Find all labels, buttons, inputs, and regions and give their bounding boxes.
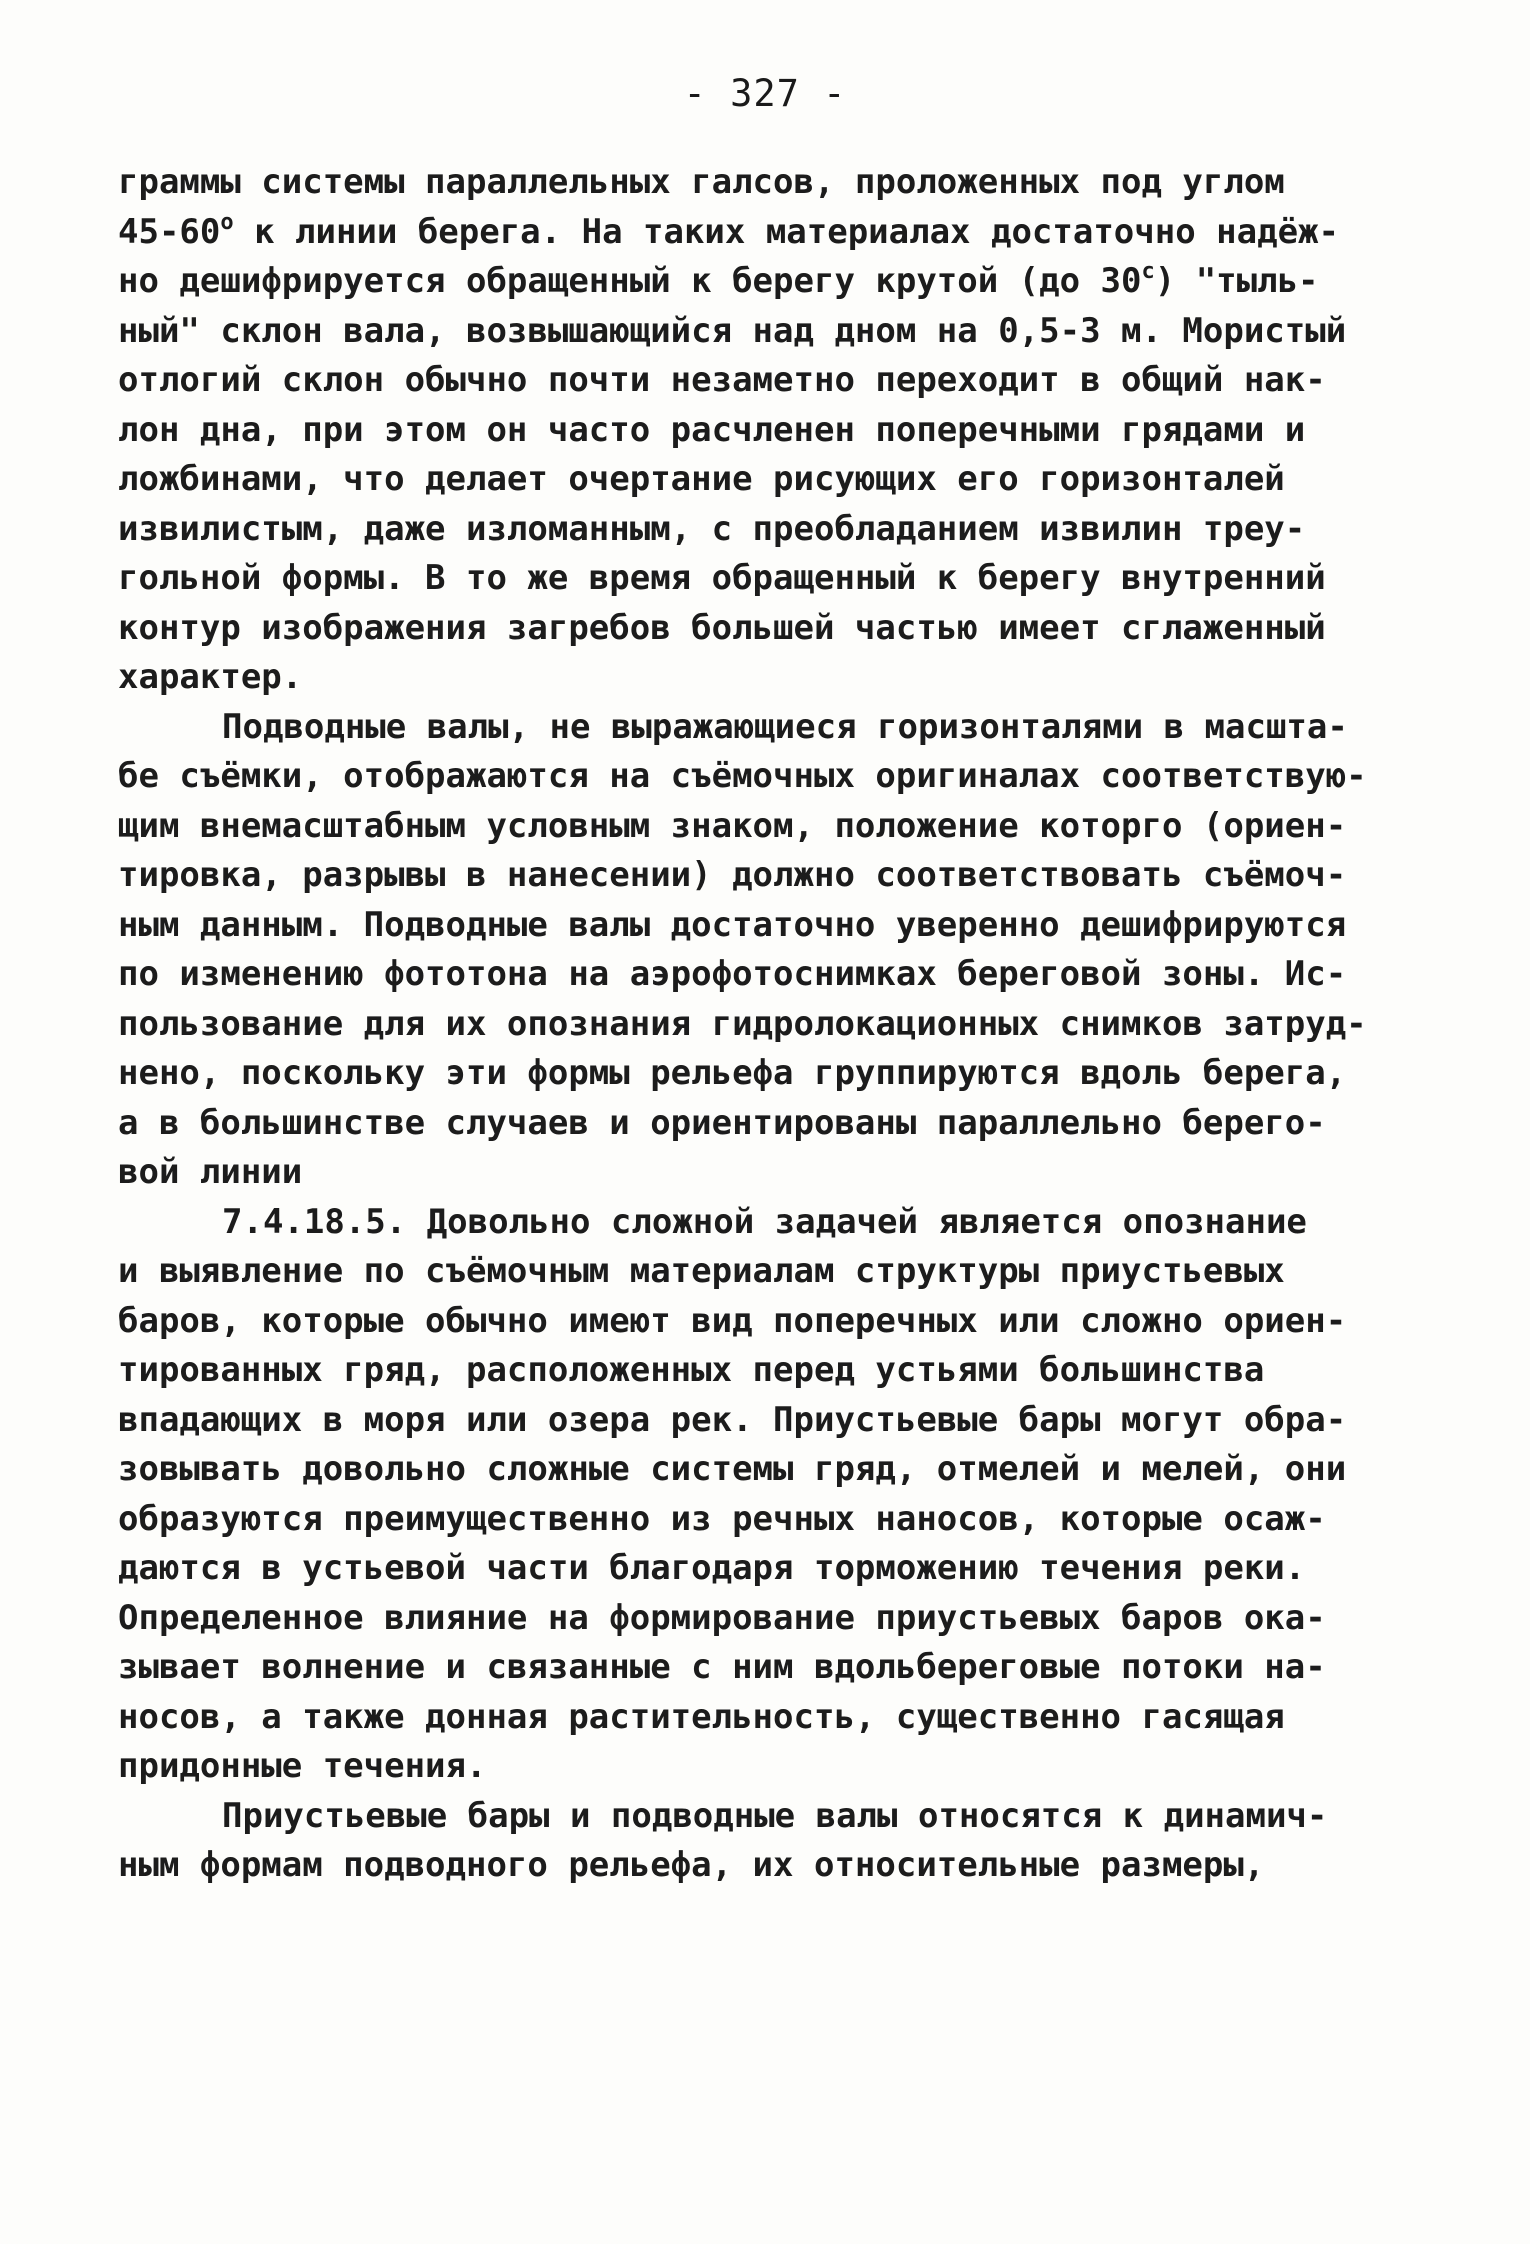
superscript: c xyxy=(1141,259,1155,284)
text-line: придонные течения. xyxy=(118,1746,487,1786)
text-line: Подводные валы, не выражающиеся горизонталями в масшта- xyxy=(222,706,1348,747)
text-line: тированных гряд, расположенных перед устьями большинства xyxy=(118,1350,1265,1390)
text-line: и выявление по съёмочным материалам структуры приустьевых xyxy=(118,1251,1285,1291)
text-line: баров, которые обычно имеют вид поперечных или сложно ориен- xyxy=(118,1300,1347,1341)
text-fragment: к линии берега. На таких материалах достаточно надёж- xyxy=(233,211,1339,252)
text-fragment: но дешифрируется обращенный к берегу крутой (до 30 xyxy=(118,261,1142,301)
text-line: зывает волнение и связанные с ним вдольбереговые потоки на- xyxy=(118,1647,1326,1687)
text-line: впадающих в моря или озера рек. Приустьевые бары могут обра- xyxy=(118,1399,1347,1440)
text-line: щим внемасштабным условным знаком, положение которго (ориен- xyxy=(118,805,1347,846)
text-line: по изменению фототона на аэрофотоснимках береговой зоны. Ис- xyxy=(118,954,1347,994)
text-line: контур изображения загребов большей частью имеет сглаженный xyxy=(118,607,1326,648)
text-line: даются в устьевой части благодаря торможению течения реки. xyxy=(118,1548,1306,1588)
text-line: образуются преимущественно из речных наносов, которые осаж- xyxy=(118,1498,1326,1539)
text-line: ным формам подводного рельефа, их относительные размеры, xyxy=(118,1845,1265,1885)
text-line: тировка, разрывы в нанесении) должно соответствовать съёмоч- xyxy=(118,855,1347,895)
text-line xyxy=(118,257,1418,307)
text-line: извилистым, даже изломанным, с преобладанием извилин треу- xyxy=(118,508,1306,549)
text-line: 7.4.18.5. Довольно сложной задачей является опознание xyxy=(222,1201,1307,1242)
text-line xyxy=(118,208,1418,258)
superscript: o xyxy=(220,209,234,235)
text-fragment: ) "тыль- xyxy=(1154,261,1319,301)
text-line: а в большинстве случаев и ориентированы параллельно берего- xyxy=(118,1102,1326,1143)
text-line: ложбинами, что делает очертание рисующих его горизонталей xyxy=(118,459,1285,499)
body-text xyxy=(118,158,1418,1891)
text-line: ным данным. Подводные валы достаточно уверенно дешифрируются xyxy=(118,904,1347,945)
text-line: лон дна, при этом он часто расчленен поперечными грядами и xyxy=(118,409,1306,450)
text-line: Приустьевые бары и подводные валы относятся к динамич- xyxy=(222,1795,1328,1836)
text-line: Определенное влияние на формирование приустьевых баров ока- xyxy=(118,1597,1326,1638)
text-line: зовывать довольно сложные системы гряд, отмелей и мелей, они xyxy=(118,1449,1347,1489)
text-line: бе съёмки, отображаются на съёмочных оригиналах соответствую- xyxy=(118,756,1367,796)
text-line: вой линии xyxy=(118,1152,303,1192)
text-fragment: 45-60 xyxy=(118,211,221,252)
page-number: - 327 - xyxy=(683,72,847,115)
text-line: ный" склон вала, возвышающийся над дном на 0,5-3 м. Мористый xyxy=(118,310,1347,351)
text-line: пользование для их опознания гидролокационных снимков затруд- xyxy=(118,1003,1367,1044)
text-line: нено, поскольку эти формы рельефа группируются вдоль берега, xyxy=(118,1053,1347,1093)
text-line: отлогий склон обычно почти незаметно переходит в общий нак- xyxy=(118,360,1326,400)
text-line: характер. xyxy=(118,657,303,697)
text-line: носов, а также донная растительность, существенно гасящая xyxy=(118,1696,1285,1737)
text-line: гольной формы. В то же время обращенный к берегу внутренний xyxy=(118,558,1326,598)
text-line: граммы системы параллельных галсов, проложенных под углом xyxy=(118,162,1285,202)
